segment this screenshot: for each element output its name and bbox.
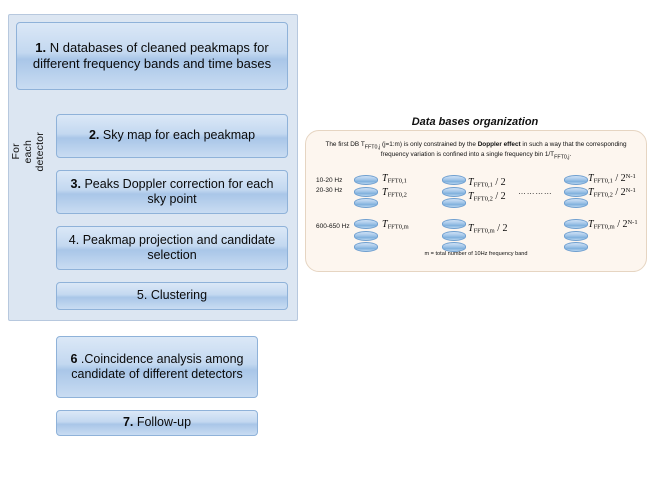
database-cylinder-stack: [564, 175, 586, 210]
step-2-number: 2.: [88, 128, 100, 143]
formula-subscript: FFT0,1: [593, 177, 613, 185]
database-cylinder-icon: [564, 175, 588, 185]
step-2-text: Sky map for each peakmap: [99, 128, 256, 143]
ellipsis-separator: …………: [518, 187, 553, 196]
caption-bold-doppler: Doppler effect: [477, 141, 521, 148]
step-5-number: 5.: [136, 288, 148, 303]
formula-col3-row3: [588, 219, 638, 231]
database-footnote: m = total number of 10Hz frequency band: [424, 251, 528, 257]
formula-subscript: FFT0,2: [593, 191, 613, 199]
formula-base: T: [468, 191, 474, 202]
database-organization-panel: [305, 130, 647, 272]
database-caption: [320, 141, 632, 162]
step-5-text: Clustering: [147, 288, 208, 303]
database-cylinder-icon: [442, 219, 466, 229]
database-cylinder-icon: [354, 231, 378, 241]
formula-base: T: [382, 219, 388, 230]
database-cylinder-stack: [564, 219, 586, 254]
database-cylinder-icon: [564, 198, 588, 208]
database-cylinder-icon: [442, 187, 466, 197]
step-6-number: 6: [70, 351, 78, 366]
formula-base: T: [588, 173, 594, 184]
formula-col3-row1: [588, 173, 636, 185]
database-cylinder-icon: [564, 219, 588, 229]
formula-col1-row2: [382, 187, 407, 199]
flow-step-6-coincidence-analysis[interactable]: [56, 336, 258, 398]
formula-operator: / 2: [612, 187, 626, 198]
database-cylinder-icon: [354, 175, 378, 185]
flow-step-4-peakmap-projection[interactable]: [56, 226, 288, 270]
formula-subscript: FFT0,2: [387, 191, 407, 199]
flow-step-7-follow-up[interactable]: [56, 410, 258, 436]
database-cylinder-icon: [442, 175, 466, 185]
caption-part-4: .: [569, 151, 572, 159]
formula-operator: / 2: [612, 173, 626, 184]
database-cylinder-icon: [564, 231, 588, 241]
formula-operator: / 2: [492, 177, 506, 188]
database-cylinder-icon: [354, 198, 378, 208]
caption-sub-2: FFT0,j: [554, 154, 570, 161]
formula-base: T: [382, 173, 388, 184]
database-cylinder-icon: [442, 198, 466, 208]
formula-col2-row3: [468, 223, 507, 235]
formula-subscript: FFT0,m: [593, 223, 615, 231]
flow-step-3-doppler-correction[interactable]: [56, 170, 288, 214]
step-3-text: Peaks Doppler correction for each sky point: [80, 176, 274, 206]
band-label-600-650: 600-650 Hz: [316, 223, 350, 230]
flow-step-1-databases[interactable]: [16, 22, 288, 90]
step-1-text: N databases of cleaned peakmaps for different frequency bands and time bases: [32, 40, 272, 71]
step-4-number: 4.: [68, 232, 80, 247]
formula-col1-row1: [382, 173, 407, 185]
formula-superscript: N-1: [627, 219, 638, 227]
database-cylinder-icon: [354, 219, 378, 229]
step-3-number: 3.: [70, 176, 81, 191]
formula-base: T: [468, 223, 474, 234]
step-1-number: 1.: [35, 40, 47, 56]
step-6-text: .Coincidence analysis among candidate of different detectors: [71, 351, 244, 381]
step-7-number: 7.: [122, 415, 134, 430]
formula-superscript: N-1: [625, 173, 636, 181]
caption-part-1: The first DB T: [325, 141, 365, 148]
step-4-text: Peakmap projection and candidate selection: [79, 232, 276, 262]
formula-operator: / 2: [492, 191, 506, 202]
database-cylinder-stack: [442, 175, 464, 210]
database-cylinder-stack: [354, 175, 376, 210]
database-cylinder-stack: [442, 219, 464, 254]
database-cylinder-icon: [354, 187, 378, 197]
formula-col1-row3: [382, 219, 409, 231]
formula-base: T: [468, 177, 474, 188]
formula-operator: / 2: [494, 223, 508, 234]
formula-superscript: N-1: [625, 187, 636, 195]
band-label-20-30: 20-30 Hz: [316, 187, 343, 194]
formula-subscript: FFT0,2: [473, 195, 493, 203]
formula-base: T: [588, 219, 594, 230]
caption-part-3: in such a way that the corresponding frequency variation is confined into a single frequency bin 1/T: [380, 141, 627, 159]
flow-step-2-sky-map[interactable]: [56, 114, 288, 158]
for-each-detector-label: For each detector: [10, 132, 46, 172]
formula-subscript: FFT0,1: [387, 177, 407, 185]
database-organization-title: Data bases organization: [411, 116, 539, 128]
step-7-text: Follow-up: [133, 415, 192, 430]
database-cylinder-icon: [442, 231, 466, 241]
formula-col3-row2: [588, 187, 636, 199]
formula-base: T: [588, 187, 594, 198]
formula-base: T: [382, 187, 388, 198]
formula-operator: / 2: [614, 219, 628, 230]
caption-sub-1: FFT0,j: [364, 144, 381, 151]
band-label-10-20: 10-20 Hz: [316, 177, 343, 184]
formula-col2-row2: [468, 191, 506, 203]
database-cylinder-icon: [564, 187, 588, 197]
formula-subscript: FFT0,1: [473, 181, 493, 189]
database-cylinder-stack: [354, 219, 376, 254]
flow-step-5-clustering[interactable]: [56, 282, 288, 310]
formula-col2-row1: [468, 177, 506, 189]
formula-subscript: FFT0,m: [387, 223, 409, 231]
formula-subscript: FFT0,m: [473, 227, 495, 235]
caption-part-2: (j=1:m) is only constrained by the: [380, 141, 478, 148]
